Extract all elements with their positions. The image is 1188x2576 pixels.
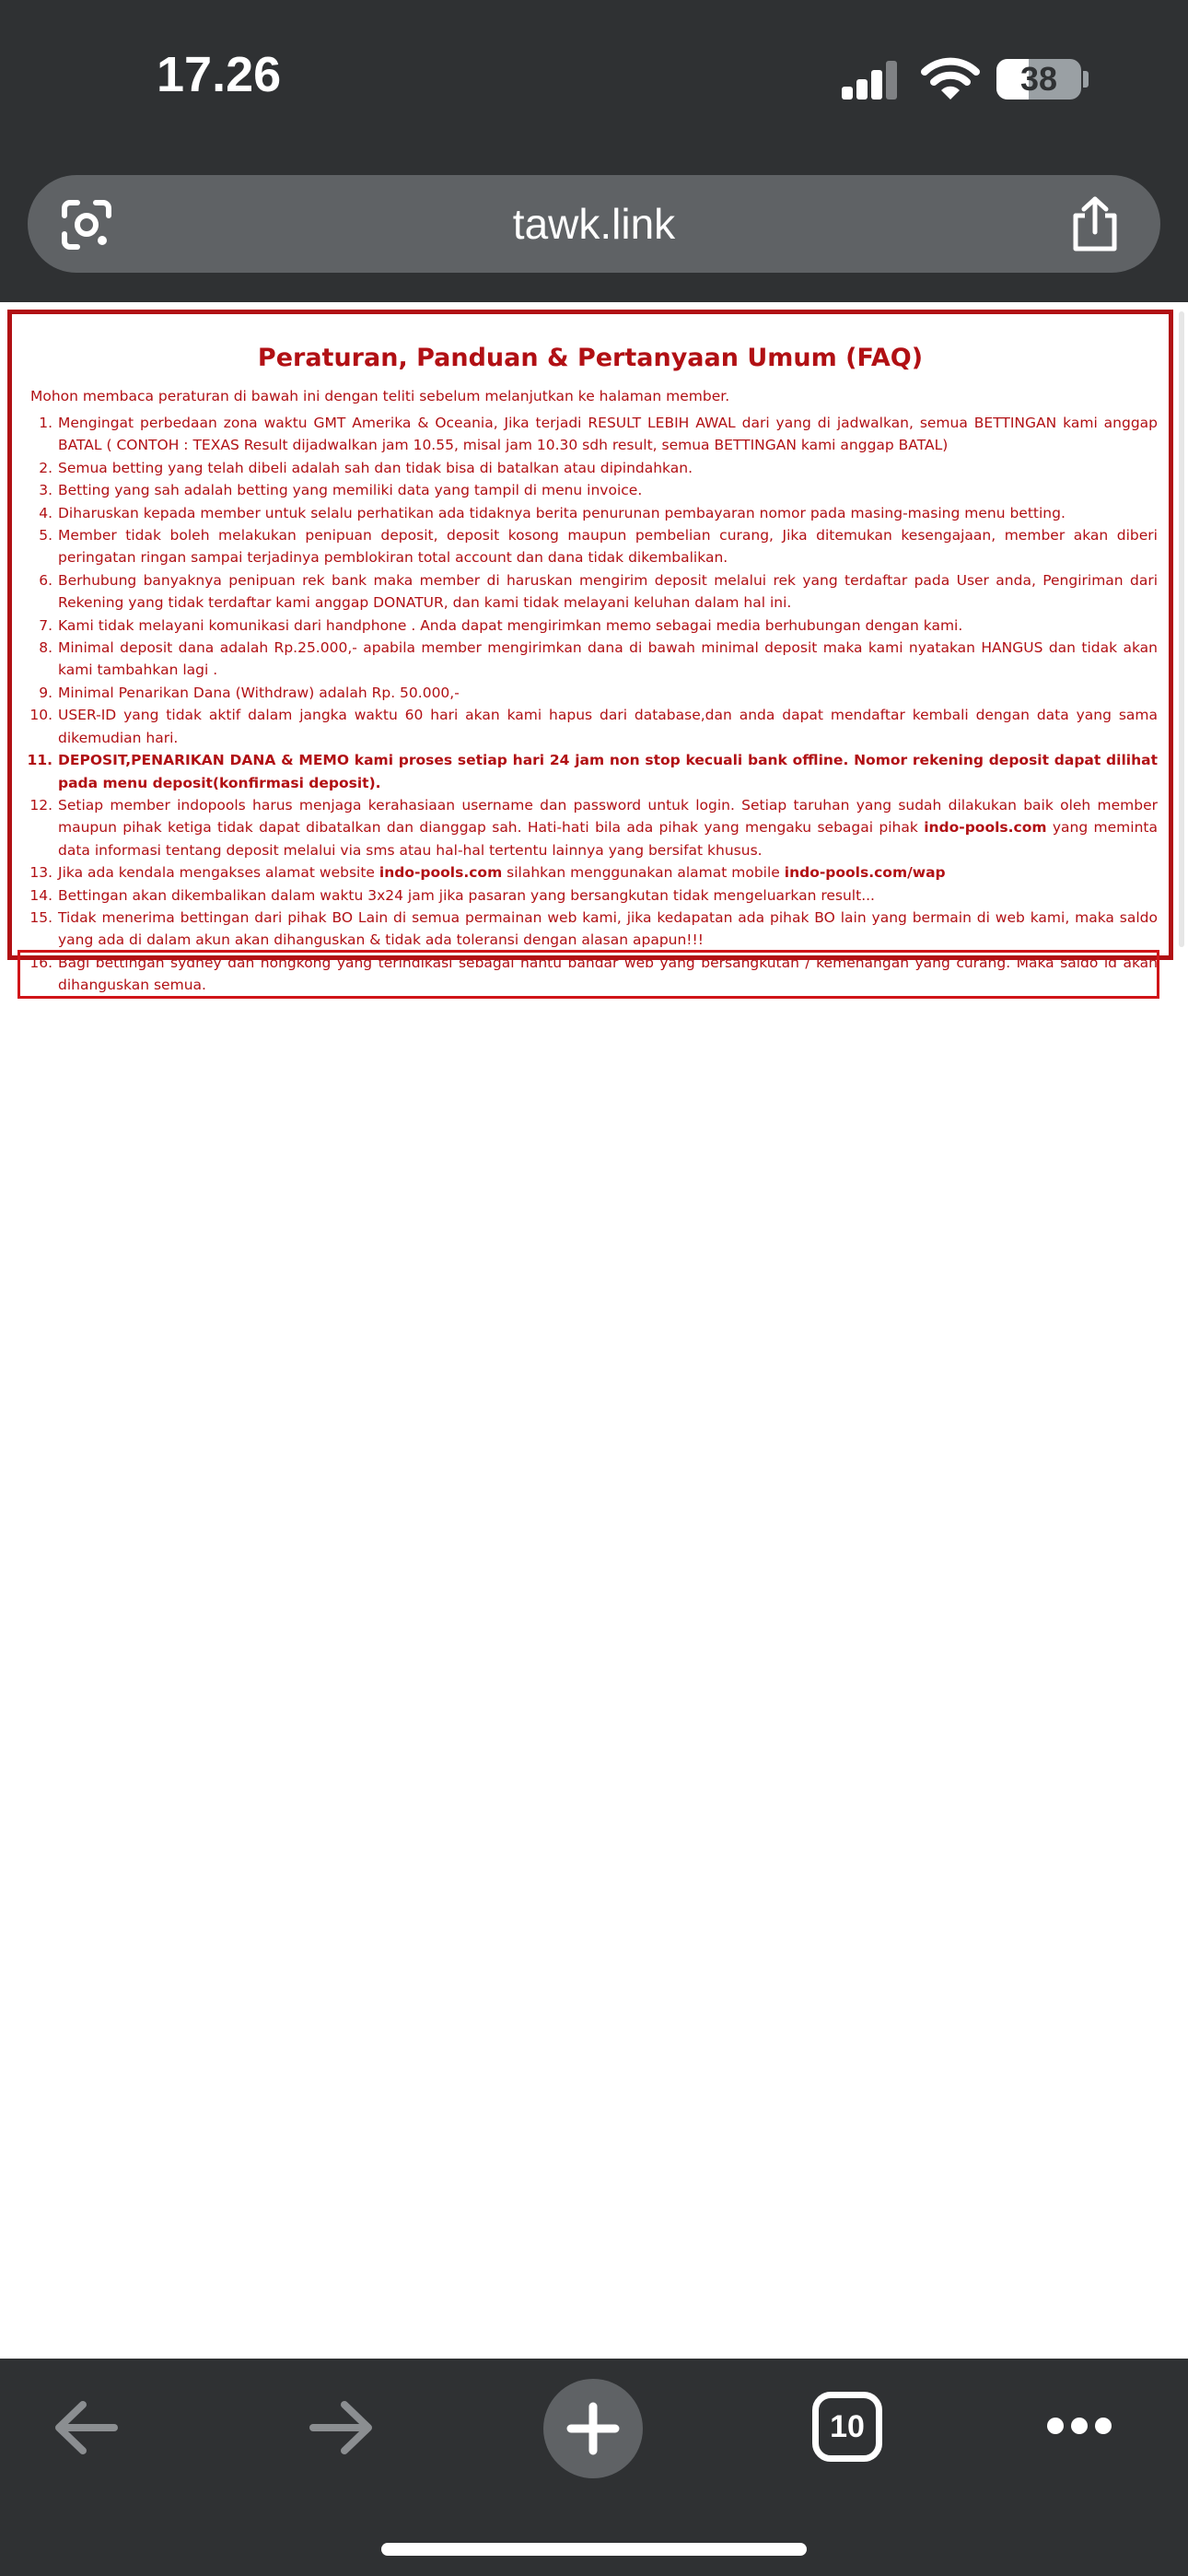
home-indicator[interactable] (381, 2543, 807, 2556)
browser-bottom-toolbar (0, 2359, 1188, 2576)
more-horizontal-icon[interactable] (1046, 2416, 1112, 2436)
mobile-site-link[interactable]: indo-pools.com/wap (784, 864, 946, 882)
plus-icon (565, 2401, 621, 2456)
rule-item: 13. Jika ada kendala mengakses alamat website indo-pools.com silahkan menggunakan alamat mobile indo-pools.com/wap (29, 864, 946, 882)
arrow-left-icon[interactable] (50, 2395, 123, 2460)
site-link[interactable]: indo-pools.com (924, 819, 1047, 837)
faq-panel (7, 310, 1173, 994)
rules-list (19, 412, 1158, 997)
rule-item: 6. Berhubung banyaknya penipuan rek bank maka member di haruskan mengirim deposit melalui rek yang terdaftar pada User anda, Pengiriman dari Rekening yang tidak terdaftar kami anggap DONATUR, dan kami tidak melayani keluhan dalam hal ini. (39, 571, 1158, 612)
rule-item: 10. USER-ID yang tidak aktif dalam jangka waktu 60 hari akan kami hapus dari database,dan anda dapat mendaftar kembali dengan data yang sama dikemudian hari. (29, 707, 1158, 746)
rule-item-highlighted: 16. Bagi bettingan sydney dan hongkong yang terindikasi sebagai hantu bandar web yang bersangkutan / kemenangan yang curang. Maka saldo id akan dihanguskan semua. (19, 952, 1158, 997)
scrollbar[interactable] (1179, 311, 1184, 947)
rule-item: 4. Diharuskan kepada member untuk selalu perhatikan ada tidaknya berita penurunan pembayaran nomor pada masing-masing menu betting. (39, 504, 1066, 521)
rule-item: 8. Minimal deposit dana adalah Rp.25.000,- apabila member mengirimkan dana di bawah minimal deposit maka kami nyatakan HANGUS dan tidak akan kami tambahkan lagi . (39, 639, 1158, 679)
rule-item: 9. Minimal Penarikan Dana (Withdraw) adalah Rp. 50.000,- (39, 684, 460, 701)
rule-item: 3. Betting yang sah adalah betting yang memiliki data yang tampil di menu invoice. (39, 482, 643, 499)
browser-top-bar (0, 0, 1188, 302)
share-icon[interactable] (1068, 195, 1122, 252)
rule-item: 7. Kami tidak melayani komunikasi dari handphone . Anda dapat mengirimkan memo sebagai media berhubungan dengan kami. (39, 616, 963, 634)
faq-intro: Mohon membaca peraturan di bawah ini dengan teliti sebelum melanjutkan ke halaman member. (30, 388, 730, 404)
site-link[interactable]: indo-pools.com (379, 864, 503, 882)
rule-item: 12. Setiap member indopools harus menjaga kerahasiaan username dan password untuk login. Setiap taruhan yang sudah dilakukan baik oleh member maupun pihak ketiga tidak dapat dibatalkan dan dianggap sah. Hati-hati bila ada pihak yang mengaku sebagai pihak indo-pools.com yang meminta data informasi tentang deposit melalui via sms atau hal-hal tertentu lainnya yang bersifat khusus. (29, 796, 1158, 859)
faq-title: Peraturan, Panduan & Pertanyaan Umum (FAQ) (257, 344, 924, 372)
tab-switcher-button[interactable] (812, 2392, 882, 2462)
rule-item: 5. Member tidak boleh melakukan penipuan deposit, deposit kosong maupun pembelian curang, Jika ditemukan kesengajaan, member akan diberi peringatan ringan sampai terjadinya pemblokiran total account dan dana tidak dikembalikan. (39, 527, 1158, 567)
battery-icon (996, 59, 1081, 100)
status-time: 17.26 (157, 47, 282, 102)
arrow-right-icon[interactable] (304, 2395, 378, 2460)
tab-count: 10 (830, 2409, 865, 2444)
rule-item: 1. Mengingat perbedaan zona waktu GMT Amerika & Oceania, Jika terjadi RESULT LEBIH AWAL dari yang di jadwalkan, semua BETTINGAN kami anggap BATAL ( CONTOH : TEXAS Result dijadwalkan jam 10.55, misal jam 10.30 sdh result, semua BETTINGAN kami anggap BATAL) (39, 415, 1158, 454)
rule-item: 14. Bettingan akan dikembalikan dalam waktu 3x24 jam jika pasaran yang bersangkutan tidak mengeluarkan result... (29, 886, 875, 904)
wifi-icon (921, 55, 980, 101)
new-tab-button[interactable] (543, 2379, 643, 2478)
battery-level: 38 (1019, 60, 1058, 98)
rule-item: 15. Tidak menerima bettingan dari pihak BO Lain di semua permainan web kami, jika kedapatan ada pihak BO lain yang bermain di web kami, maka saldo yang ada di dalam akun akan dihanguskan & tidak ada toleransi dengan alasan apapun!!! (29, 908, 1158, 949)
web-content[interactable] (0, 302, 1188, 2359)
url-text[interactable]: tawk.link (512, 200, 676, 248)
cellular-signal-icon (842, 61, 899, 100)
rule-item: 11. DEPOSIT,PENARIKAN DANA & MEMO kami proses setiap hari 24 jam non stop kecuali bank offline. Nomor rekening deposit dapat dilihat pada menu deposit(konfirmasi deposit). (27, 752, 1158, 791)
address-bar[interactable] (28, 175, 1160, 273)
battery-tip (1083, 71, 1089, 88)
rule-item: 2. Semua betting yang telah dibeli adalah sah dan tidak bisa di batalkan atau dipindahkan. (39, 459, 693, 476)
